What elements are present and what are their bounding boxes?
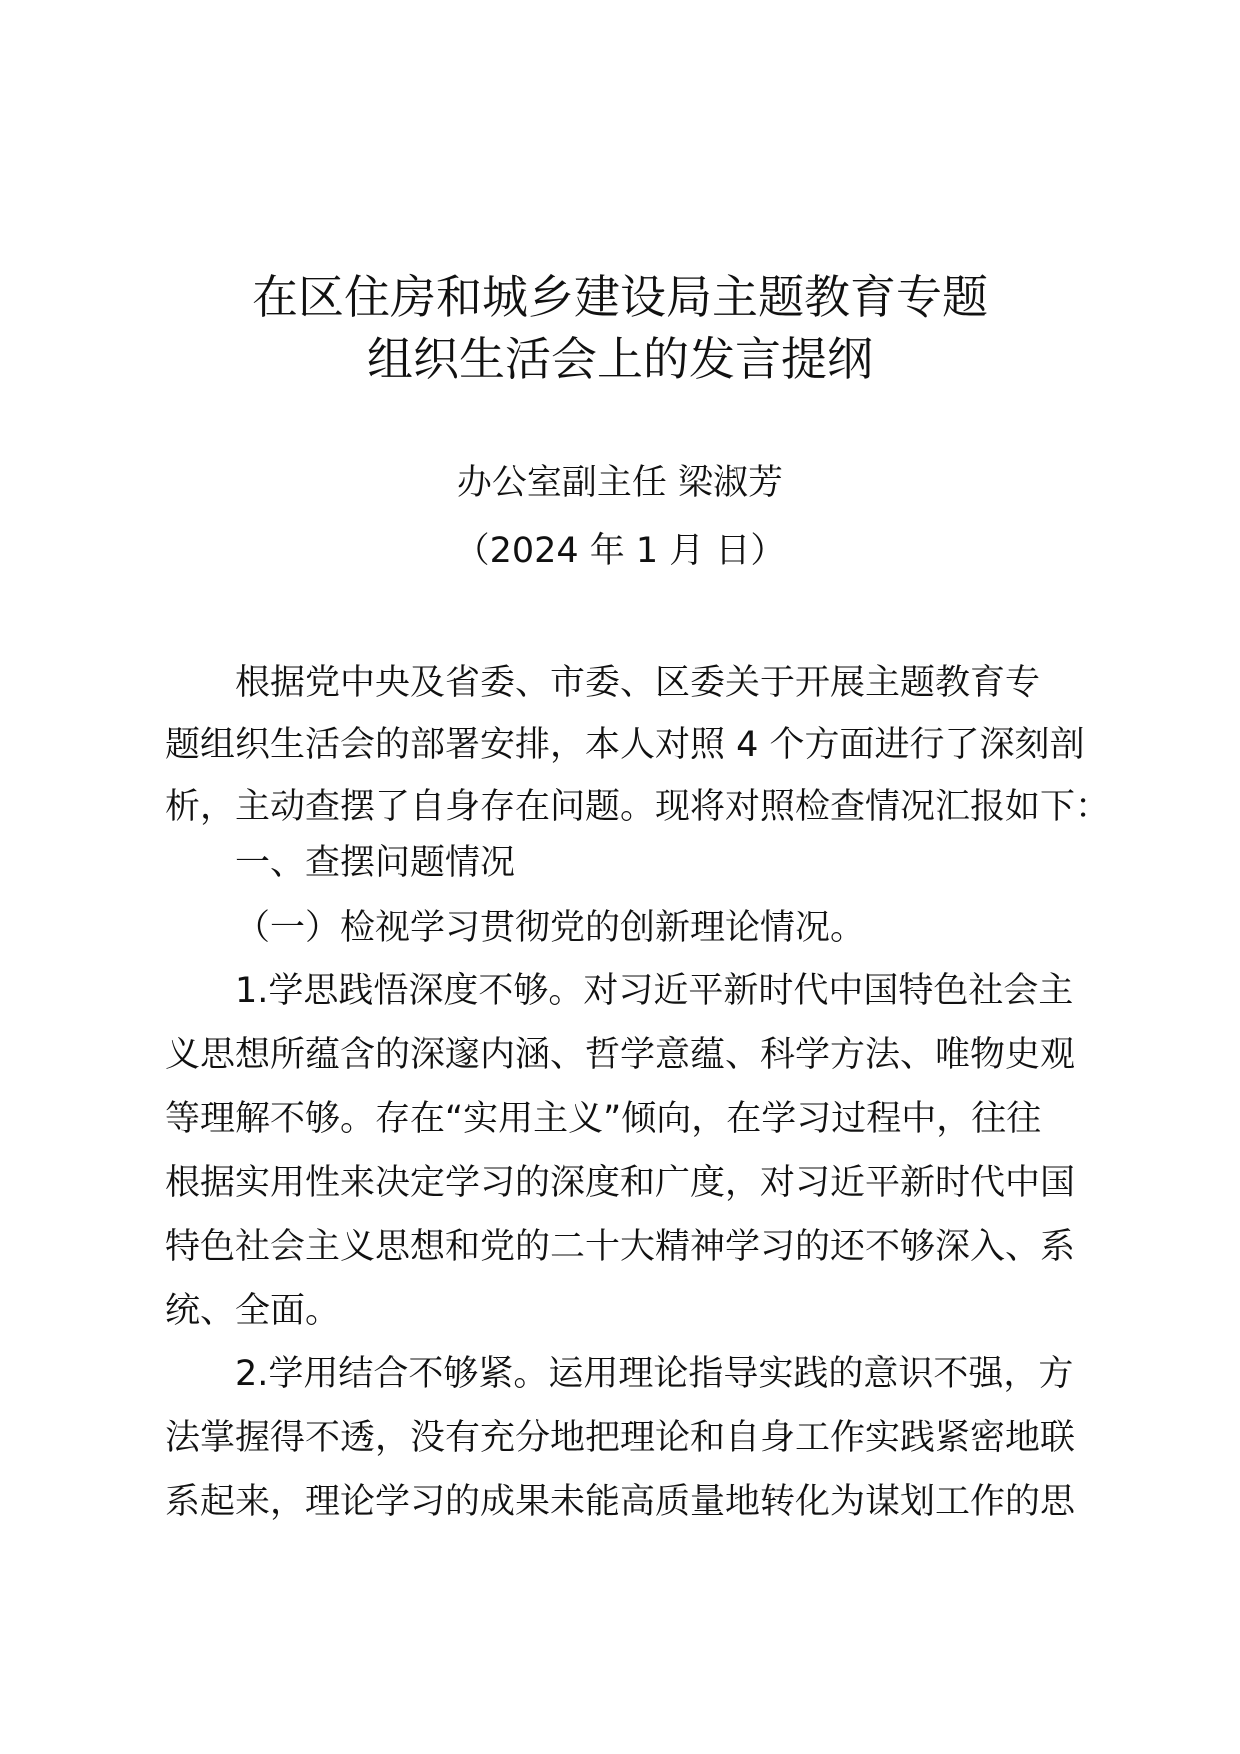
author-line: 办公室副主任 梁淑芳	[456, 463, 784, 503]
body-line: 统、全面。	[165, 1291, 341, 1331]
body-line: 根据实用性来决定学习的深度和广度，对习近平新时代中国	[165, 1163, 1076, 1203]
body-line: 特色社会主义思想和党的二十大精神学习的还不够深入、系	[165, 1227, 1076, 1267]
body-line: 1.学思践悟深度不够。对习近平新时代中国特色社会主	[235, 971, 1074, 1011]
body-line: 2.学用结合不够紧。运用理论指导实践的意识不强，方	[235, 1354, 1074, 1394]
document-title-line-2: 组织生活会上的发言提纲	[367, 332, 873, 386]
body-line: 等理解不够。存在“实用主义”倾向，在学习过程中，往往	[165, 1099, 1042, 1139]
date-line: （2024 年 1 月 日）	[454, 531, 786, 571]
section-heading: 一、查摆问题情况	[235, 843, 516, 883]
body-line: 系起来，理论学习的成果未能高质量地转化为谋划工作的思	[165, 1482, 1076, 1522]
subsection-heading: （一）检视学习贯彻党的创新理论情况。	[235, 908, 866, 948]
body-line: 义思想所蕴含的深邃内涵、哲学意蕴、科学方法、唯物史观	[165, 1035, 1076, 1075]
document-title-line-1: 在区住房和城乡建设局主题教育专题	[252, 270, 988, 324]
body-line: 题组织生活会的部署安排，本人对照 4 个方面进行了深刻剖	[165, 725, 1085, 765]
body-line: 析，主动查摆了自身存在问题。现将对照检查情况汇报如下：	[165, 787, 1111, 827]
body-line: 法掌握得不透，没有充分地把理论和自身工作实践紧密地联	[165, 1418, 1076, 1458]
body-line: 根据党中央及省委、市委、区委关于开展主题教育专	[235, 663, 1041, 703]
